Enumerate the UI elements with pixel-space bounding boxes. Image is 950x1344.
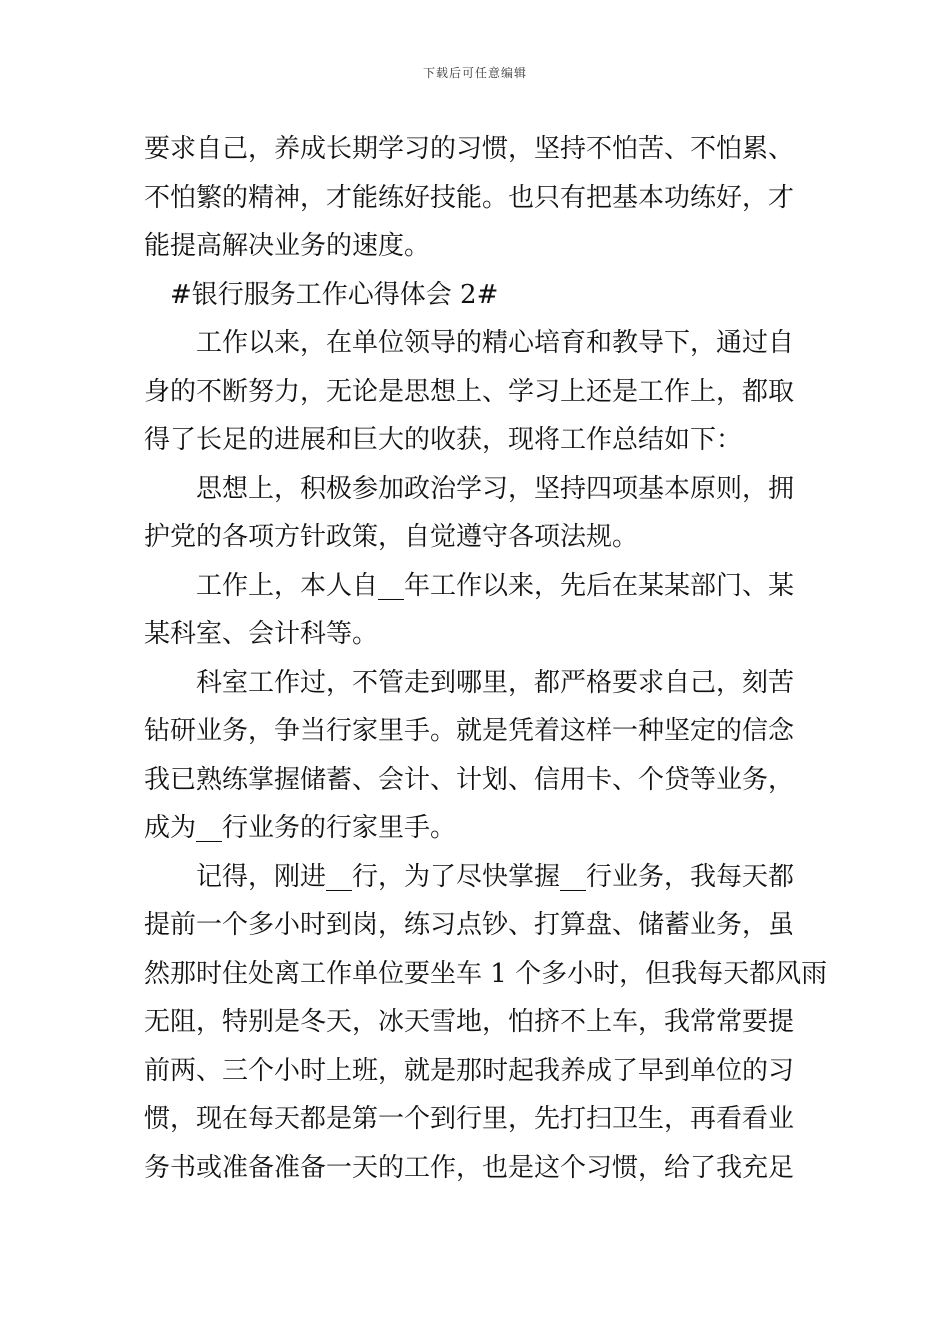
paragraph [144, 125, 808, 271]
text-line: 思想上，积极参加政治学习，坚持四项基本原则，拥 [196, 473, 795, 504]
text-line: 我已熟练掌握储蓄、会计、计划、信用卡、个贷等业务， [144, 764, 795, 795]
text-line: 无阻，特别是冬天，冰天雪地，怕挤不上车，我常常要提 [144, 1007, 795, 1037]
page-header: 下载后可任意编辑 [422, 66, 527, 80]
text-line: 得了长足的进展和巨大的收获，现将工作总结如下： [144, 425, 743, 455]
text-line: 能提高解决业务的速度。 [144, 231, 431, 261]
text-line: 钻研业务，争当行家里手。就是凭着这样一种坚定的信念 [144, 716, 795, 746]
text-line: 成为__行业务的行家里手。 [144, 813, 457, 843]
document-body [144, 125, 828, 1192]
text-line: 工作以来，在单位领导的精心培育和教导下，通过自 [196, 328, 795, 358]
paragraph [144, 319, 808, 465]
text-line: 前两、三个小时上班，就是那时起我养成了早到单位的习 [144, 1055, 795, 1086]
text-line: 不怕繁的精神，才能练好技能。也只有把基本功练好，才 [144, 182, 795, 213]
text-line: 务书或准备准备一天的工作，也是这个习惯，给了我充足 [144, 1152, 795, 1183]
paragraph [144, 659, 808, 853]
text-line: 提前一个多小时到岗，练习点钞、打算盘、储蓄业务，虽 [144, 910, 795, 940]
paragraph [144, 853, 828, 1193]
text-line: 然那时住处离工作单位要坐车 1 个多小时，但我每天都风雨 [144, 958, 828, 989]
paragraph [144, 465, 808, 562]
text-line: #银行服务工作心得体会 2# [170, 279, 499, 310]
text-line: 科室工作过，不管走到哪里，都严格要求自己，刻苦 [196, 667, 795, 698]
text-line: 记得，刚进__行，为了尽快掌握__行业务，我每天都 [196, 861, 795, 892]
text-line: 要求自己，养成长期学习的习惯，坚持不怕苦、不怕累、 [144, 134, 795, 164]
text-line: 惯，现在每天都是第一个到行里，先打扫卫生，再看看业 [144, 1104, 795, 1134]
paragraph [144, 562, 808, 659]
text-line: 护党的各项方针政策，自觉遵守各项法规。 [144, 522, 639, 552]
text-line: 某科室、会计科等。 [144, 619, 379, 649]
section-heading [144, 271, 808, 320]
text-line: 工作上，本人自__年工作以来，先后在某某部门、某 [196, 570, 795, 601]
text-line: 身的不断努力，无论是思想上、学习上还是工作上，都取 [144, 376, 795, 407]
